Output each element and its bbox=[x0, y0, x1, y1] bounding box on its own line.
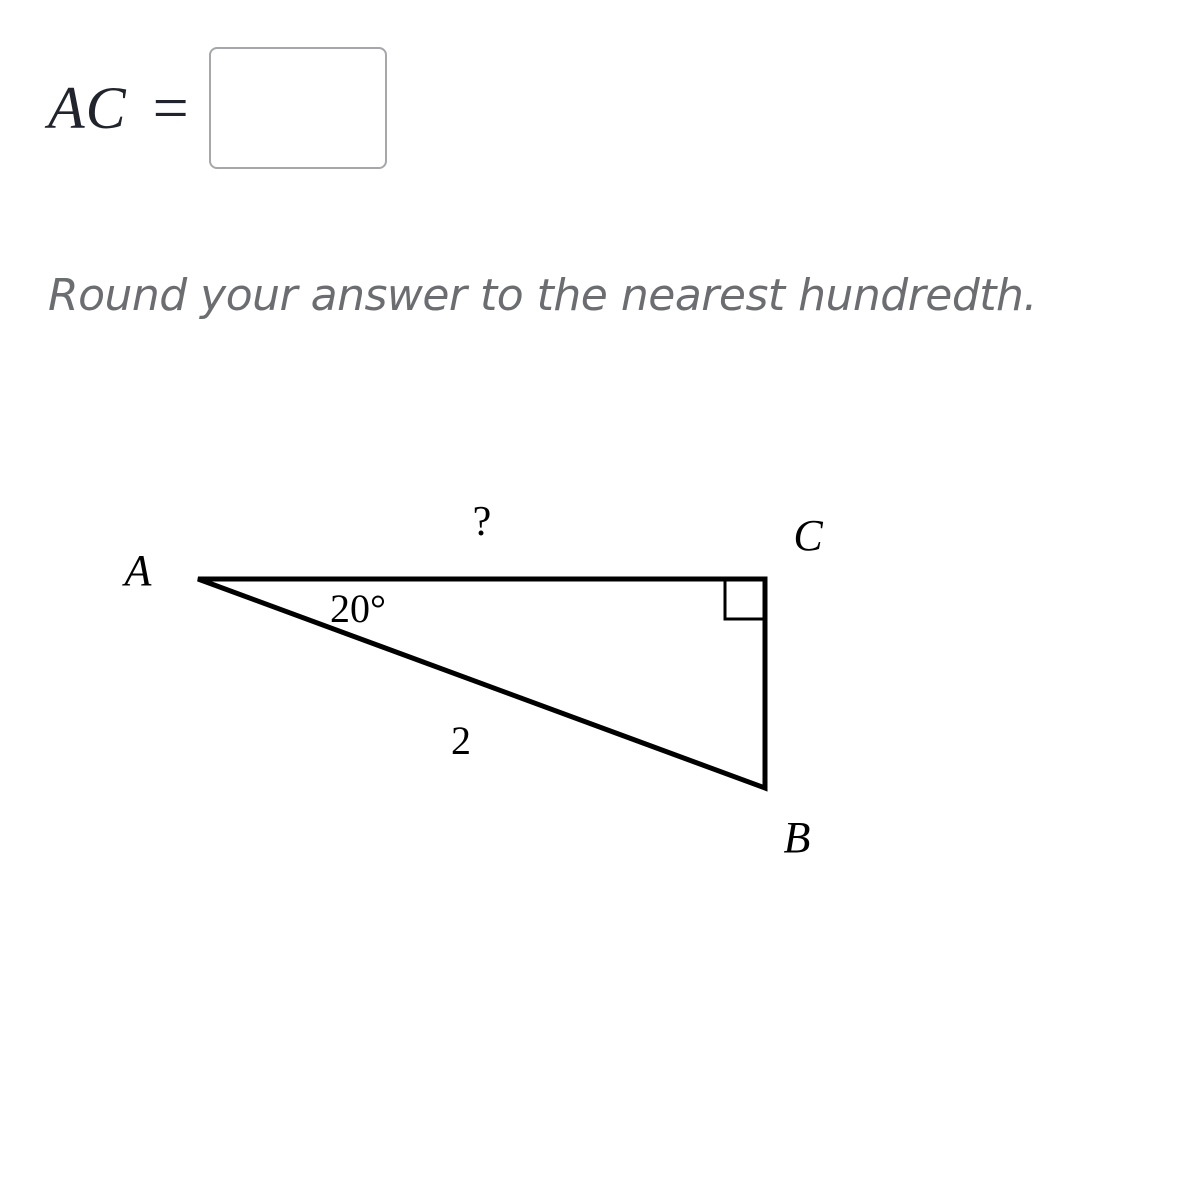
side-label-ab: 2 bbox=[451, 718, 471, 763]
right-angle-marker bbox=[725, 579, 765, 619]
angle-label-a: 20° bbox=[330, 586, 386, 631]
equals-sign: = bbox=[152, 72, 189, 143]
instruction-text: Round your answer to the nearest hundredth. bbox=[48, 270, 1037, 321]
vertex-label-a: A bbox=[124, 546, 152, 595]
side-label-ac: ? bbox=[472, 499, 492, 545]
equation-lhs: AC bbox=[48, 74, 127, 141]
vertex-label-b: B bbox=[783, 813, 811, 862]
vertex-label-c: C bbox=[793, 511, 823, 560]
triangle-outline bbox=[198, 579, 765, 788]
